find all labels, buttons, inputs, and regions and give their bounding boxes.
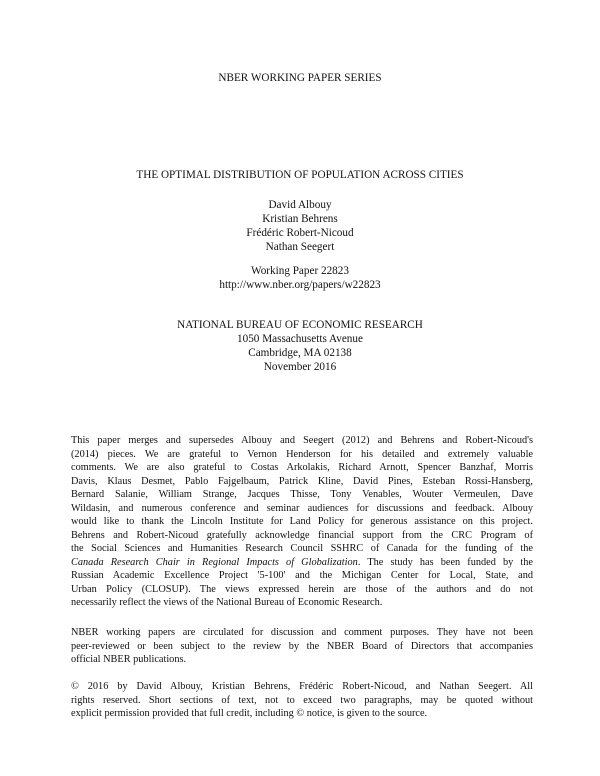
paper-url[interactable]: http://www.nber.org/papers/w22823 bbox=[219, 279, 381, 291]
text-line: NBER working papers are circulated for discussion and comment purposes. They have not been bbox=[71, 627, 533, 638]
text-line: Russian Academic Excellence Project '5-100' and the Michigan Center for Local, State, and bbox=[71, 570, 533, 581]
italic-chair-title: Canada Research Chair in Regional Impacts of Globalization bbox=[71, 556, 358, 568]
author-name: Nathan Seegert bbox=[265, 241, 335, 253]
text-line: official NBER publications. bbox=[71, 654, 187, 665]
text-line: Urban Policy (CLOSUP). The views expressed herein are those of the authors and do not bbox=[71, 583, 533, 595]
text-line: explicit permission provided that full credit, including © notice, is given to the source. bbox=[71, 708, 428, 719]
working-paper-number: Working Paper 22823 bbox=[251, 265, 349, 277]
text-line: Wildasin, and numerous conference and seminar audiences for discussions and feedback. Albouy bbox=[71, 502, 533, 514]
text-line: rights reserved. Short sections of text, not to exceed two paragraphs, may be quoted without bbox=[71, 694, 533, 706]
text-line: Bernard Salanie, William Strange, Jacques Thisse, Tony Venables, Wouter Vermeulen, Dave bbox=[71, 489, 533, 500]
paper-title: THE OPTIMAL DISTRIBUTION OF POPULATION ACROSS CITIES bbox=[136, 169, 464, 181]
text-line-mixed bbox=[71, 556, 533, 570]
text-fragment: . The study has been funded by the bbox=[357, 556, 533, 568]
disclaimer-paragraph bbox=[71, 626, 533, 667]
text-line: comments. We are also grateful to Costas Arkolakis, Richard Arnott, Spencer Banzhaf, Morris bbox=[71, 462, 533, 473]
publication-date: November 2016 bbox=[263, 361, 337, 373]
acknowledgments-paragraph bbox=[71, 434, 533, 610]
text-line: Davis, Klaus Desmet, Pablo Fajgelbaum, Patrick Kline, David Pines, Esteban Rossi-Hansberg, bbox=[71, 475, 533, 487]
text-line: peer-reviewed or been subject to the review by the NBER Board of Directors that accompanies bbox=[71, 640, 533, 652]
text-line: Behrens and Robert-Nicoud gratefully acknowledge financial support from the CRC Program of bbox=[71, 529, 533, 541]
text-line: (2014) pieces. We are grateful to Vernon Henderson for his detailed and extremely valuable bbox=[71, 448, 533, 460]
text-line: the Social Sciences and Humanities Research Council SSHRC of Canada for the funding of the bbox=[71, 543, 533, 554]
copyright-paragraph bbox=[71, 680, 533, 721]
author-name: Frédéric Robert-Nicoud bbox=[246, 227, 354, 239]
publisher-name: NATIONAL BUREAU OF ECONOMIC RESEARCH bbox=[177, 319, 423, 331]
publisher-block bbox=[0, 318, 600, 374]
publisher-address-city: Cambridge, MA 02138 bbox=[248, 347, 352, 359]
author-list bbox=[0, 198, 600, 254]
text-line: would like to thank the Lincoln Institute for Land Policy for generous assistance on this project. bbox=[71, 516, 533, 527]
author-name: Kristian Behrens bbox=[262, 213, 338, 225]
text-line: necessarily reflect the views of the National Bureau of Economic Research. bbox=[71, 597, 383, 608]
text-line: © 2016 by David Albouy, Kristian Behrens, Frédéric Robert-Nicoud, and Nathan Seegert. All bbox=[71, 681, 533, 692]
text-line: This paper merges and supersedes Albouy and Seegert (2012) and Behrens and Robert-Nicoud's bbox=[71, 435, 533, 446]
working-paper-info bbox=[0, 264, 600, 292]
author-name: David Albouy bbox=[268, 199, 332, 211]
publisher-address-street: 1050 Massachusetts Avenue bbox=[237, 333, 363, 345]
series-header: NBER WORKING PAPER SERIES bbox=[218, 72, 382, 84]
